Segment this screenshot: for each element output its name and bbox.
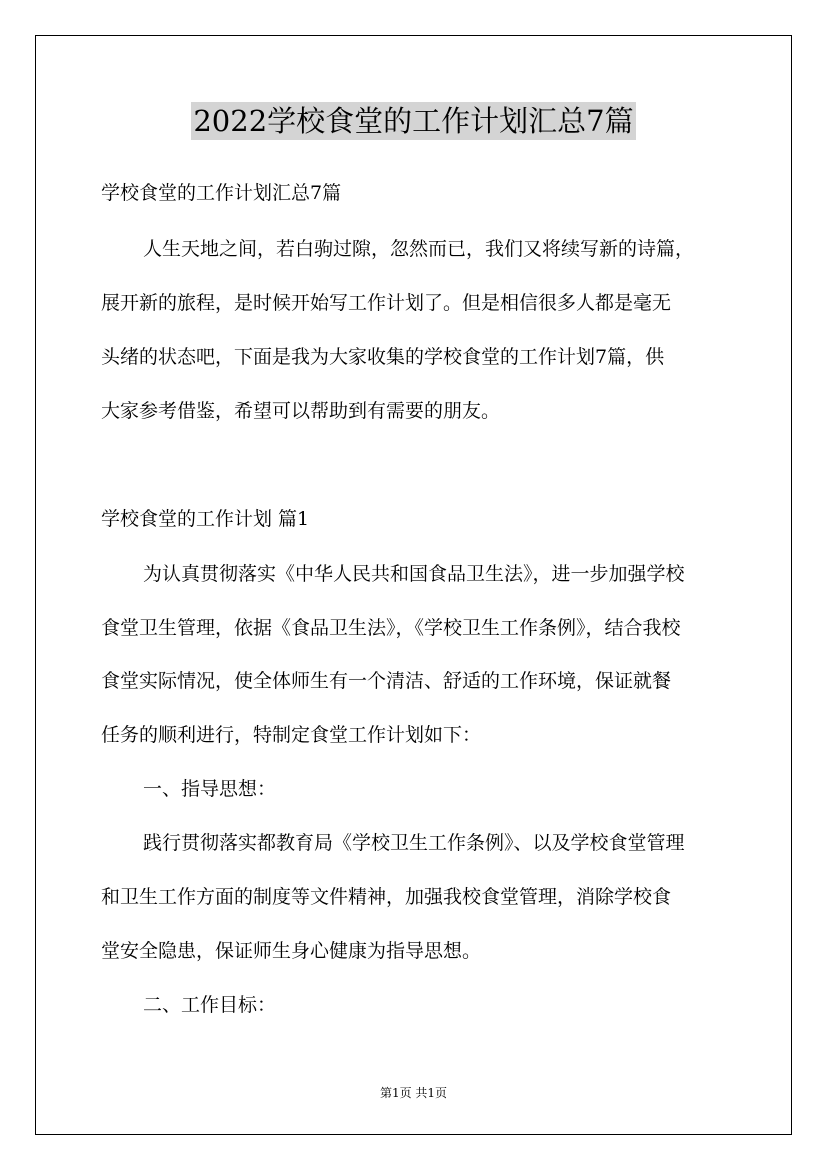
heading-guiding-thought: 一、指导思想： — [143, 778, 277, 800]
paragraph-line: 为认真贯彻落实《中华人民共和国食品卫生法》，进一步加强学校 — [143, 563, 685, 585]
intro-line: 大家参考借鉴，希望可以帮助到有需要的朋友。 — [101, 400, 501, 422]
paragraph-line: 任务的顺利进行，特制定食堂工作计划如下： — [101, 724, 482, 746]
paragraph-line: 堂安全隐患，保证师生身心健康为指导思想。 — [101, 940, 482, 962]
section-heading: 学校食堂的工作计划 篇1 — [101, 508, 310, 530]
paragraph-line: 践行贯彻落实都教育局《学校卫生工作条例》、以及学校食堂管理 — [143, 832, 685, 854]
intro-line: 展开新的旅程，是时候开始写工作计划了。但是相信很多人都是毫无 — [101, 292, 672, 314]
page-footer: 第1页 共1页 — [379, 1086, 448, 1100]
intro-line: 头绪的状态吧，下面是我为大家收集的学校食堂的工作计划7篇，供 — [101, 346, 665, 368]
subtitle: 学校食堂的工作计划汇总7篇 — [101, 182, 342, 204]
intro-line: 人生天地之间，若白驹过隙，忽然而已，我们又将续写新的诗篇， — [143, 238, 695, 260]
paragraph-line: 和卫生工作方面的制度等文件精神，加强我校食堂管理，消除学校食 — [101, 886, 672, 908]
paragraph-line: 食堂卫生管理，依据《食品卫生法》，《学校卫生工作条例》，结合我校 — [101, 617, 681, 639]
paragraph-line: 食堂实际情况，使全体师生有一个清洁、舒适的工作环境，保证就餐 — [101, 670, 672, 692]
heading-work-goal: 二、工作目标： — [143, 994, 277, 1016]
document-title-text: 2022学校食堂的工作计划汇总7篇 — [193, 104, 634, 138]
document-title — [0, 98, 827, 144]
